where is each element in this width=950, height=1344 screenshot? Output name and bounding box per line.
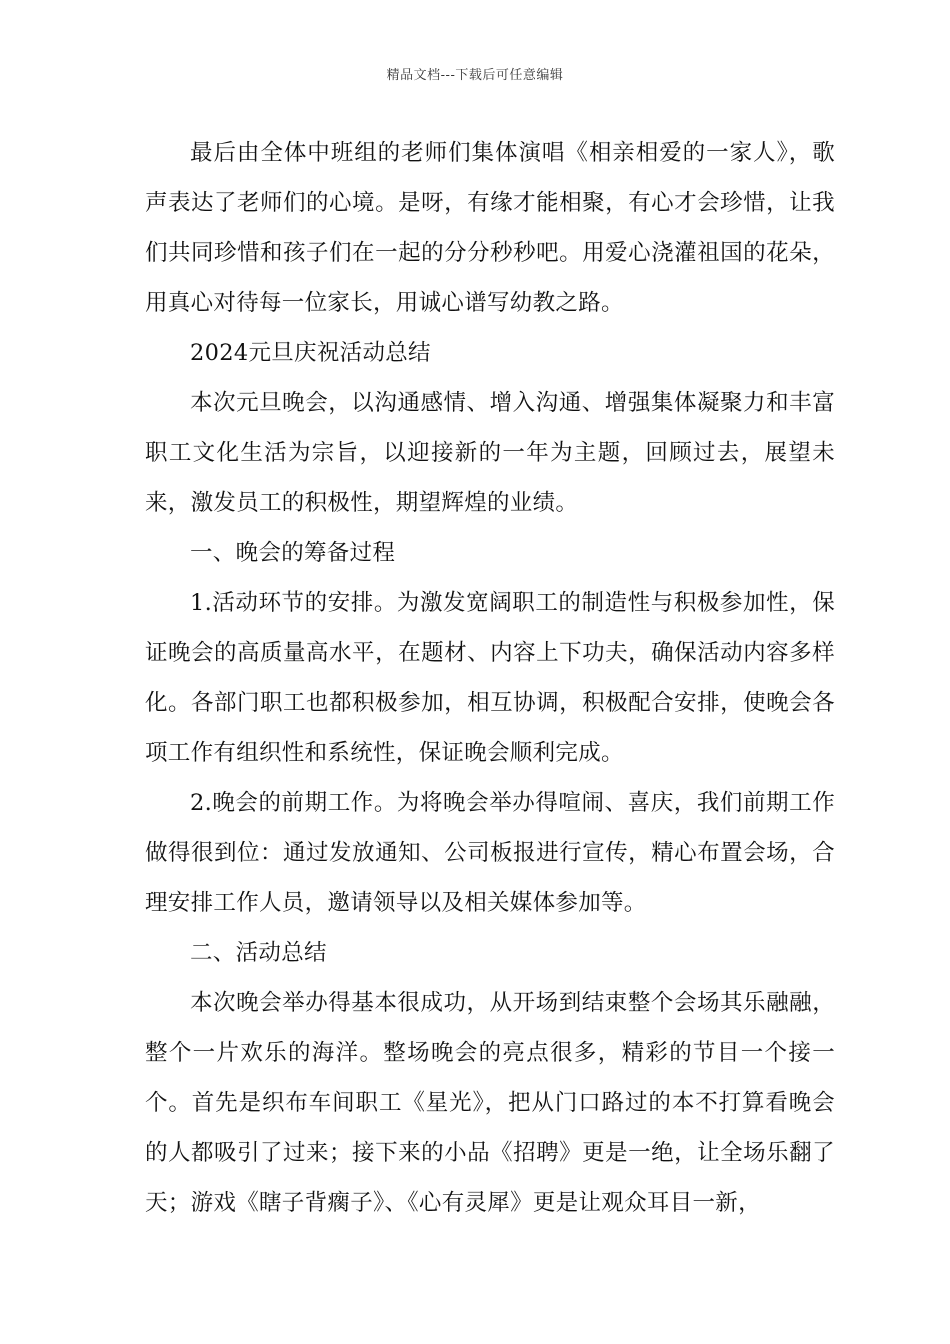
section-title: 2024元旦庆祝活动总结 bbox=[190, 340, 431, 366]
heading-preparation: 一、晚会的筹备过程 bbox=[190, 540, 396, 566]
paragraph-closing-song: 最后由全体中班组的老师们集体演唱《相亲相爱的一家人》，歌声表达了老师们的心境。是呀，有缘才能相聚，有心才会珍惜，让我们共同珍惜和孩子们在一起的分分秒秒吧。用爱心浇灌祖国的花朵，用真心对待每一位家长，用诚心谱写幼教之路。 bbox=[145, 140, 835, 316]
paragraph-activity-arrangement: 1.活动环节的安排。为激发宽阔职工的制造性与积极参加性，保证晚会的高质量高水平，在题材、内容上下功夫，确保活动内容多样化。各部门职工也都积极参加，相互协调，积极配合安排，使晚会各项工作有组织性和系统性，保证晚会顺利完成。 bbox=[145, 590, 835, 766]
paragraph-intro: 本次元旦晚会，以沟通感情、增入沟通、增强集体凝聚力和丰富职工文化生活为宗旨，以迎接新的一年为主题，回顾过去，展望未来，激发员工的积极性，期望辉煌的业绩。 bbox=[145, 390, 835, 516]
document-body bbox=[145, 128, 835, 1228]
paragraph-summary: 本次晚会举办得基本很成功，从开场到结束整个会场其乐融融，整个一片欢乐的海洋。整场晚会的亮点很多，精彩的节目一个接一个。首先是织布车间职工《星光》，把从门口路过的本不打算看晚会的人都吸引了过来；接下来的小品《招聘》更是一绝，让全场乐翻了天；游戏《瞎子背瘸子》、《心有灵犀》更是让观众耳目一新， bbox=[145, 990, 835, 1216]
page-header: 精品文档---下载后可任意编辑 bbox=[386, 68, 564, 83]
paragraph-preliminary-work: 2.晚会的前期工作。为将晚会举办得喧闹、喜庆，我们前期工作做得很到位：通过发放通知、公司板报进行宣传，精心布置会场，合理安排工作人员，邀请领导以及相关媒体参加等。 bbox=[145, 790, 835, 916]
heading-summary: 二、活动总结 bbox=[190, 940, 327, 966]
